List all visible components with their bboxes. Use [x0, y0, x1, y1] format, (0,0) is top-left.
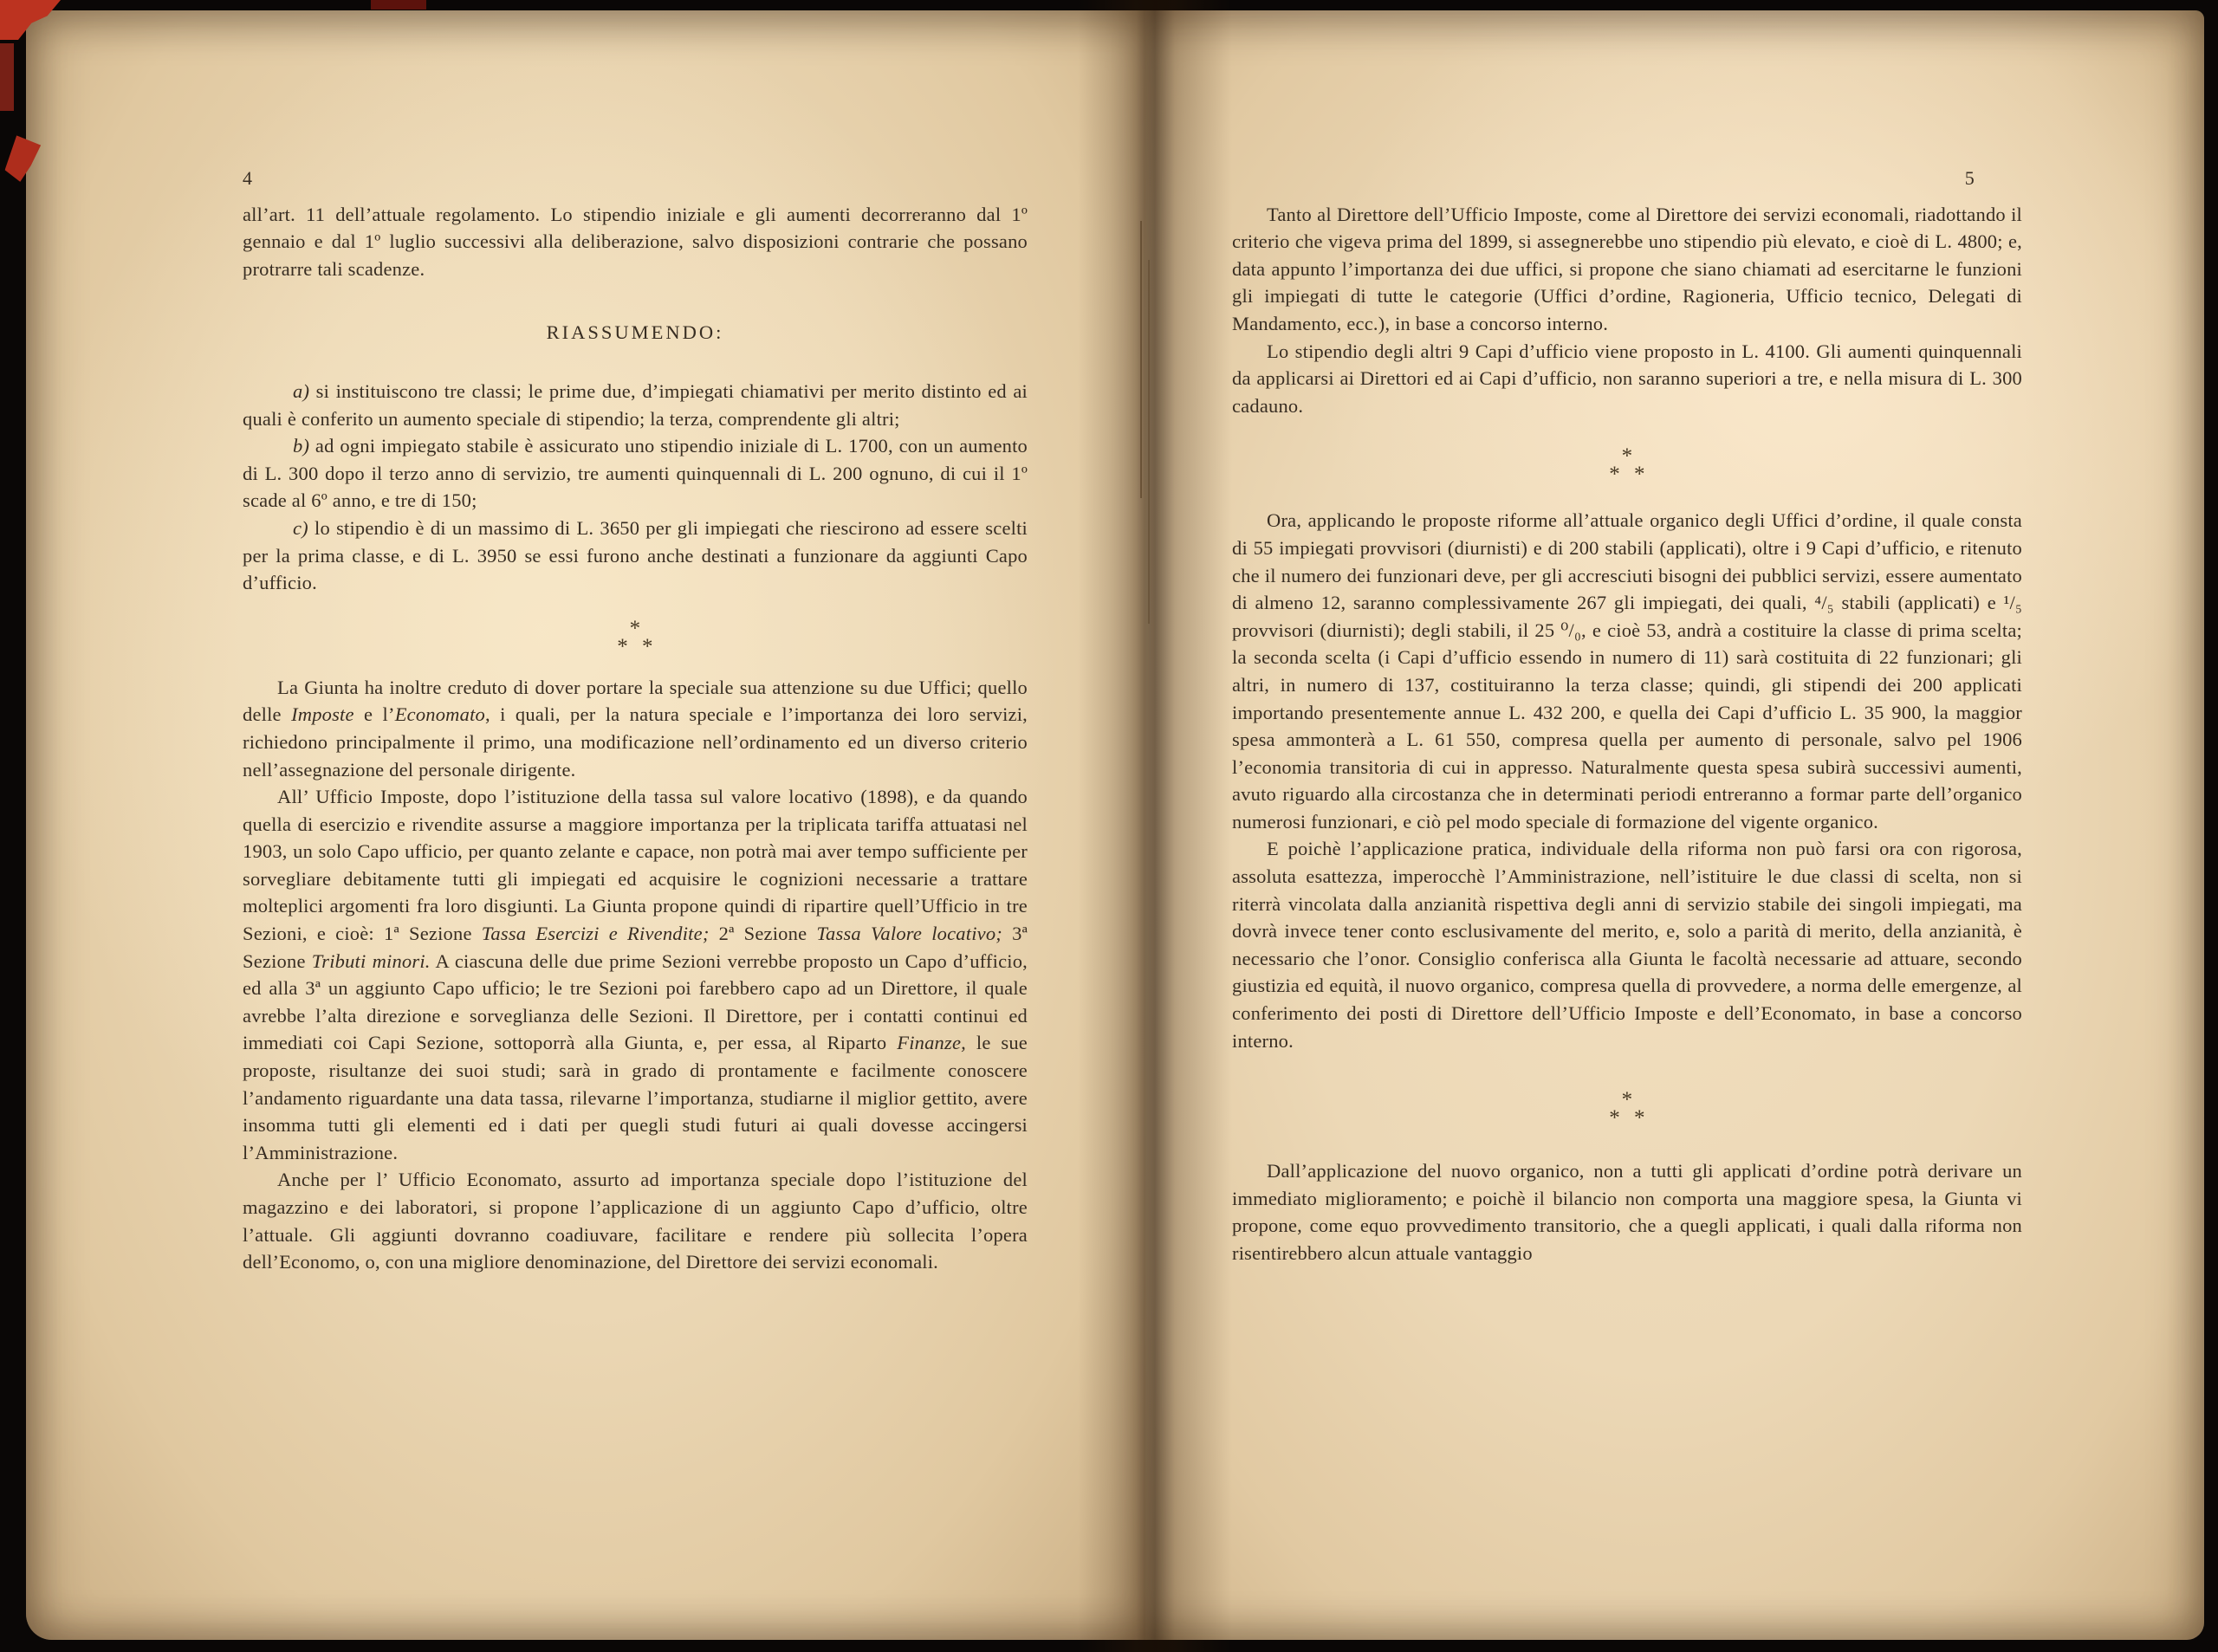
list-item-a-label: a): [293, 379, 310, 402]
italic-run: Economato: [394, 703, 485, 726]
paragraph-continuation: all’art. 11 dell’attuale regolamento. Lo stipendio iniziale e gli aumenti decorreranno dal 1º gennaio e dal 1º luglio successivi alla deliberazione, salvo disposizioni contrarie che possano protrarre tali scadenze.: [243, 203, 1028, 280]
left-page: [26, 10, 1145, 1640]
asterisk-glyph: *: [642, 634, 653, 658]
asterisk-glyph: *: [1609, 1106, 1620, 1130]
asterisk-glyph: *: [1609, 463, 1620, 487]
page-number-right: 5: [1964, 167, 1975, 189]
asterism-ornament: [1232, 1088, 2022, 1130]
text-run: , i quali, per la natura speciale e l’importanza dei loro servizi, richiedono principalmente il primo, una modificazione nell’ordinamento ed un diverso criterio nell’assegnazione del personale dirigente.: [243, 703, 1028, 781]
list-item-b-label: b): [293, 435, 310, 457]
list-item-b-text: ad ogni impiegato stabile è assicurato uno stipendio iniziale di L. 1700, con un aumento di L. 300 dopo il terzo anno di servizio, tre aumenti quinquennali di L. 200 ognuno, di cui il 1º scade al 6º anno, e tre di 150;: [243, 435, 1028, 512]
text-run: A ciascuna delle due prime Sezioni verrebbe proposto un Capo d’ufficio, ed alla 3ª un aggiunto Capo ufficio; le tre Sezioni poi farebbero capo ad un Direttore, il quale avrebbe l’alta direzione e sorveglianza delle Sezioni. Il Direttore, per i contatti continui ed immediati coi Capi Sezione, sottoporrà alla Giunta, e, per essa, al Riparto: [243, 949, 1028, 1054]
paragraph-direttori-stipendio: Tanto al Direttore dell’Ufficio Imposte, come al Direttore dei servizi economali, riadottando il criterio che vigeva prima del 1899, si assegnerebbe uno stipendio più elevato, e cioè di L. 4800; e, data appunto l’importanza dei due uffici, si propone che siano chiamati ad esercitarne le funzioni gli impiegati di tutte le categorie (Uffici d’ordine, Ragioneria, Ufficio tecnico, Delegati di Mandamento, ecc.), in base a concorso interno.: [1232, 203, 2022, 334]
italic-run: Imposte: [291, 703, 354, 726]
text-run: 2ª Sezione: [709, 923, 817, 945]
left-page-text-column: [243, 165, 1028, 1276]
section-heading-riassumendo: RIASSUMENDO:: [546, 321, 724, 344]
asterisk-glyph: *: [1621, 444, 1633, 469]
list-item-b: [243, 432, 1028, 515]
italic-run: Tributi minori.: [311, 949, 431, 972]
asterism-ornament: [243, 616, 1028, 658]
list-item-c: [243, 515, 1028, 597]
italic-run: Finanze,: [897, 1032, 966, 1054]
paragraph-nuovo-organico: Dall’applicazione del nuovo organico, non a tutti gli applicati d’ordine potrà derivare un immediato miglioramento; e poichè il bilancio non comporta una maggiore spesa, la Giunta vi propone, come equo provvedimento transitorio, che a quegli applicati, i quali dalla riforma non risentirebbero alcun attuale vantaggio: [1232, 1160, 2022, 1264]
text-run: 3ª Sezione: [243, 923, 1028, 972]
asterisk-glyph: *: [1634, 1106, 1645, 1130]
paragraph-ufficio-economato: Anche per l’ Ufficio Economato, assurto ad importanza speciale dopo l’istituzione del magazzino e dei laboratori, si propone l’applicazione di un aggiunto Capo d’ufficio, oltre l’attuale. Gli aggiunti dovranno coadiuvare, facilitare e rendere più sollecita l’opera dell’Economo, o, con una migliore denominazione, del Direttore dei servizi economali.: [243, 1169, 1028, 1273]
list-item-a: [243, 378, 1028, 432]
asterisk-glyph: *: [629, 616, 641, 640]
page-number-left: 4: [243, 167, 253, 189]
red-paint-mark: [0, 43, 14, 111]
paragraph-organico-riforme: Ora, applicando le proposte riforme all’attuale organico degli Uffici d’ordine, il quale consta di 55 impiegati provvisori (diurnisti) e di 200 stabili (applicati), oltre i 9 Capi d’ufficio, e ritenuto che il numero dei funzionari deve, per gli accresciuti bisogni dei pubblici servizi, essere aumentato di almeno 12, saranno complessivamente 267 gli impiegati, dei quali, ⁴/₅ stabili (applicati) e ¹/₅ provvisori (diurnisti); degli stabili, il 25 ⁰/₀, e cioè 53, andrà a costituire la classe di prima scelta; la seconda scelta (i Capi d’ufficio essendo in numero di 11) sarà costituita di 22 funzionari; gli altri, in numero di 137, costituiranno la terza classe; quindi, gli stipendi dei 200 applicati importando presentemente annue L. 432 200, e quella dei Capi d’ufficio L. 35 900, la maggior spesa ammonterà a L. 61 550, compresa quella per aumento di personale, salvo pel 1906 l’economia transitoria di cui in appresso. Naturalmente questa spesa subirà successivi aumenti, avuto riguardo alla circostanza che in determinati periodi entreranno a formar parte dell’organico numerosi funzionari, e ciò pel modo speciale di formazione del vigente organico.: [1232, 509, 2022, 832]
paragraph-ufficio-imposte: [243, 783, 1028, 1166]
italic-run: Tassa Valore locativo;: [816, 923, 1002, 945]
asterisk-glyph: *: [617, 634, 628, 658]
right-page: [1145, 10, 2204, 1640]
list-item-a-text: si instituiscono tre classi; le prime due, d’impiegati chiamativi per merito distinto ed ai quali è conferito un aumento speciale di stipendio; la terza, comprendente gli altri;: [243, 379, 1028, 430]
text-run: All’ Ufficio Imposte, dopo l’istituzione della tassa sul valore locativo (1898), e da quando quella di esercizio e rivendite assurse a maggiore importanza per la triplicata tariffa attuatasi nel 1903, un solo Capo ufficio, per quanto zelante e capace, non potrà mai aver tempo sufficiente per sorvegliare debitamente tutti gli impiegati ed acquisire le cognizioni necessarie a trattare molteplici argomenti fra loro disgiunti. La Giunta propone quindi di ripartire quell’Ufficio in tre Sezioni, e cioè: 1ª Sezione: [243, 786, 1028, 945]
paragraph-applicazione-pratica: E poichè l’applicazione pratica, individuale della riforma non può farsi ora con rigorosa, assoluta esattezza, imperocchè l’Amministrazione, nell’istituire le due classi di scelta, non si riterrà vincolata dalla anzianità rispettiva degli anni di servizio stabile dei singoli impiegati, ma dovrà invece tener conto esclusivamente del merito, e, solo a parità di merito, della anzianità, è necessario che l’onor. Consiglio conferisca alla Giunta le facoltà necessarie ad attuare, secondo giustizia ed equità, il nuovo organico, compresa quella di provvedere, a norma delle emergenze, al conferimento dei posti di Direttore dell’Ufficio Imposte e dell’Economato, in base a concorso interno.: [1232, 838, 2022, 1052]
text-run: le sue proposte, risultanze dei suoi studi; sarà in grado di prontamente e facilmente conoscere l’andamento riguardante una data tassa, rilevarne l’importanza, studiarne il miglior gettito, avere insomma tutti gli elementi ed i dati per quegli studi futuri ai quali dovesse accingersi l’Amministrazione.: [243, 1032, 1028, 1163]
asterisk-glyph: *: [1621, 1088, 1633, 1112]
asterisk-glyph: *: [1634, 463, 1645, 487]
text-run: La Giunta ha inoltre creduto di dover portare la speciale sua attenzione su due Uffici; quello delle: [243, 676, 1028, 726]
text-run: e l’: [353, 703, 395, 726]
right-page-text-column: [1232, 165, 2022, 1267]
italic-run: Tassa Esercizi e Rivendite;: [481, 923, 710, 945]
list-item-c-text: lo stipendio è di un massimo di L. 3650 per gli impiegati che riescirono ad essere scelti per la prima classe, e di L. 3950 se essi furono anche destinati a funzionare da aggiunti Capo d’ufficio.: [243, 516, 1028, 594]
paragraph-giunta-uffici: [243, 674, 1028, 783]
red-paint-mark: [371, 0, 426, 10]
paragraph-capi-ufficio: Lo stipendio degli altri 9 Capi d’ufficio viene proposto in L. 4100. Gli aumenti quinquennali da applicarsi ai Direttori ed ai Capi d’ufficio, non saranno superiori a tre, e nella misura di L. 300 cadauno.: [1232, 340, 2022, 417]
asterism-ornament: [1232, 444, 2022, 487]
list-item-c-label: c): [293, 516, 308, 539]
